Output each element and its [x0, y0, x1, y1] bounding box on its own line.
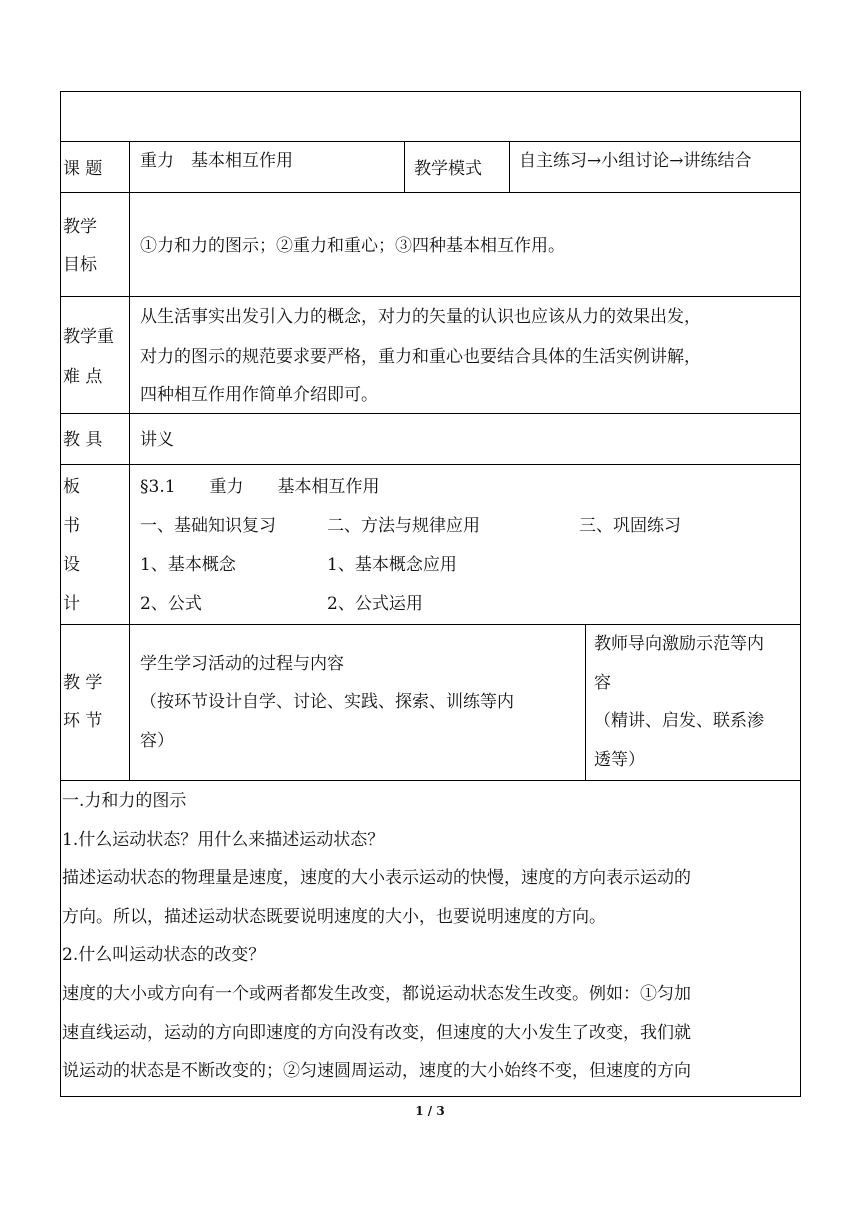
student-activity-line: 学生学习活动的过程与内容 — [140, 654, 344, 674]
content-line: 说运动的状态是不断改变的；②匀速圆周运动，速度的大小始终不变，但速度的方向 — [62, 1061, 691, 1081]
tools-label: 教 具 — [63, 430, 103, 450]
teacher-guidance-line: 透等） — [594, 750, 645, 770]
board-col1-item: 1、基本概念 — [140, 555, 236, 575]
content-line: 描述运动状态的物理量是速度，速度的大小表示运动的快慢，速度的方向表示运动的 — [62, 868, 691, 888]
col-line-teacher — [585, 624, 586, 781]
tools-value: 讲义 — [140, 430, 174, 450]
key-points-line: 四种相互作用作简单介绍即可。 — [140, 385, 378, 405]
board-col2-item: 二、方法与规律应用 — [327, 516, 480, 536]
content-line: 1.什么运动状态？用什么来描述运动状态？ — [62, 830, 385, 850]
col-line-mode-right — [509, 141, 510, 193]
row-line-1 — [60, 141, 801, 142]
teaching-mode-value: 自主练习→小组讨论→讲练结合 — [519, 151, 752, 171]
key-points-line: 对力的图示的规范要求要严格，重力和重心也要结合具体的生活实例讲解， — [140, 347, 701, 367]
subject-label: 课 题 — [63, 159, 103, 179]
board-label-char: 板 — [63, 477, 80, 497]
content-line: 方向。所以，描述运动状态既要说明速度的大小，也要说明速度的方向。 — [62, 907, 606, 927]
row-line-7 — [60, 780, 801, 781]
goals-label-line2: 目标 — [63, 255, 97, 275]
page-number: 1 / 3 — [415, 1104, 445, 1118]
content-line: 速度的大小或方向有一个或两者都发生改变，都说运动状态发生改变。例如：①匀加 — [62, 984, 691, 1004]
content-line: 速直线运动，运动的方向即速度的方向没有改变，但速度的大小发生了改变，我们就 — [62, 1023, 691, 1043]
goals-value: ①力和力的图示；②重力和重心；③四种基本相互作用。 — [140, 236, 565, 256]
teacher-guidance-line: （精讲、启发、联系渗 — [594, 711, 764, 731]
subject-value: 重力 基本相互作用 — [140, 151, 293, 171]
teacher-guidance-line: 容 — [594, 673, 611, 693]
key-points-line: 从生活事实出发引入力的概念，对力的矢量的认识也应该从力的效果出发， — [140, 307, 701, 327]
key-points-label-line1: 教学重 — [63, 327, 114, 347]
student-activity-line: 容） — [140, 731, 174, 751]
board-col2-item: 1、基本概念应用 — [327, 555, 457, 575]
process-label-line1: 教 学 — [63, 673, 103, 693]
row-line-5 — [60, 464, 801, 465]
board-col1-item: 一、基础知识复习 — [140, 516, 276, 536]
row-line-3 — [60, 296, 801, 297]
table-border-right — [800, 91, 801, 1097]
student-activity-line: （按环节设计自学、讨论、实践、探索、训练等内 — [140, 692, 514, 712]
teacher-guidance-line: 教师导向激励示范等内 — [594, 634, 764, 654]
row-line-2 — [60, 192, 801, 193]
board-col3-item: 三、巩固练习 — [579, 516, 681, 536]
teaching-mode-label: 教学模式 — [414, 159, 482, 179]
board-label-char: 计 — [63, 594, 80, 614]
row-line-6 — [60, 624, 801, 625]
table-border-left — [60, 91, 61, 1097]
board-col2-item: 2、公式运用 — [327, 594, 423, 614]
content-line: 一.力和力的图示 — [62, 791, 187, 811]
table-border-bottom — [60, 1096, 801, 1097]
board-label-char: 书 — [63, 516, 80, 536]
key-points-label-line2: 难 点 — [63, 367, 103, 387]
table-border-top — [60, 91, 801, 92]
col-line-mode-left — [404, 141, 405, 193]
process-label-line2: 环 节 — [63, 711, 103, 731]
col-line-label — [129, 141, 130, 781]
goals-label-line1: 教学 — [63, 217, 97, 237]
board-label-char: 设 — [63, 555, 80, 575]
board-col1-item: 2、公式 — [140, 594, 202, 614]
row-line-4 — [60, 413, 801, 414]
content-line: 2.什么叫运动状态的改变？ — [62, 945, 266, 965]
board-title: §3.1 重力 基本相互作用 — [140, 477, 380, 497]
